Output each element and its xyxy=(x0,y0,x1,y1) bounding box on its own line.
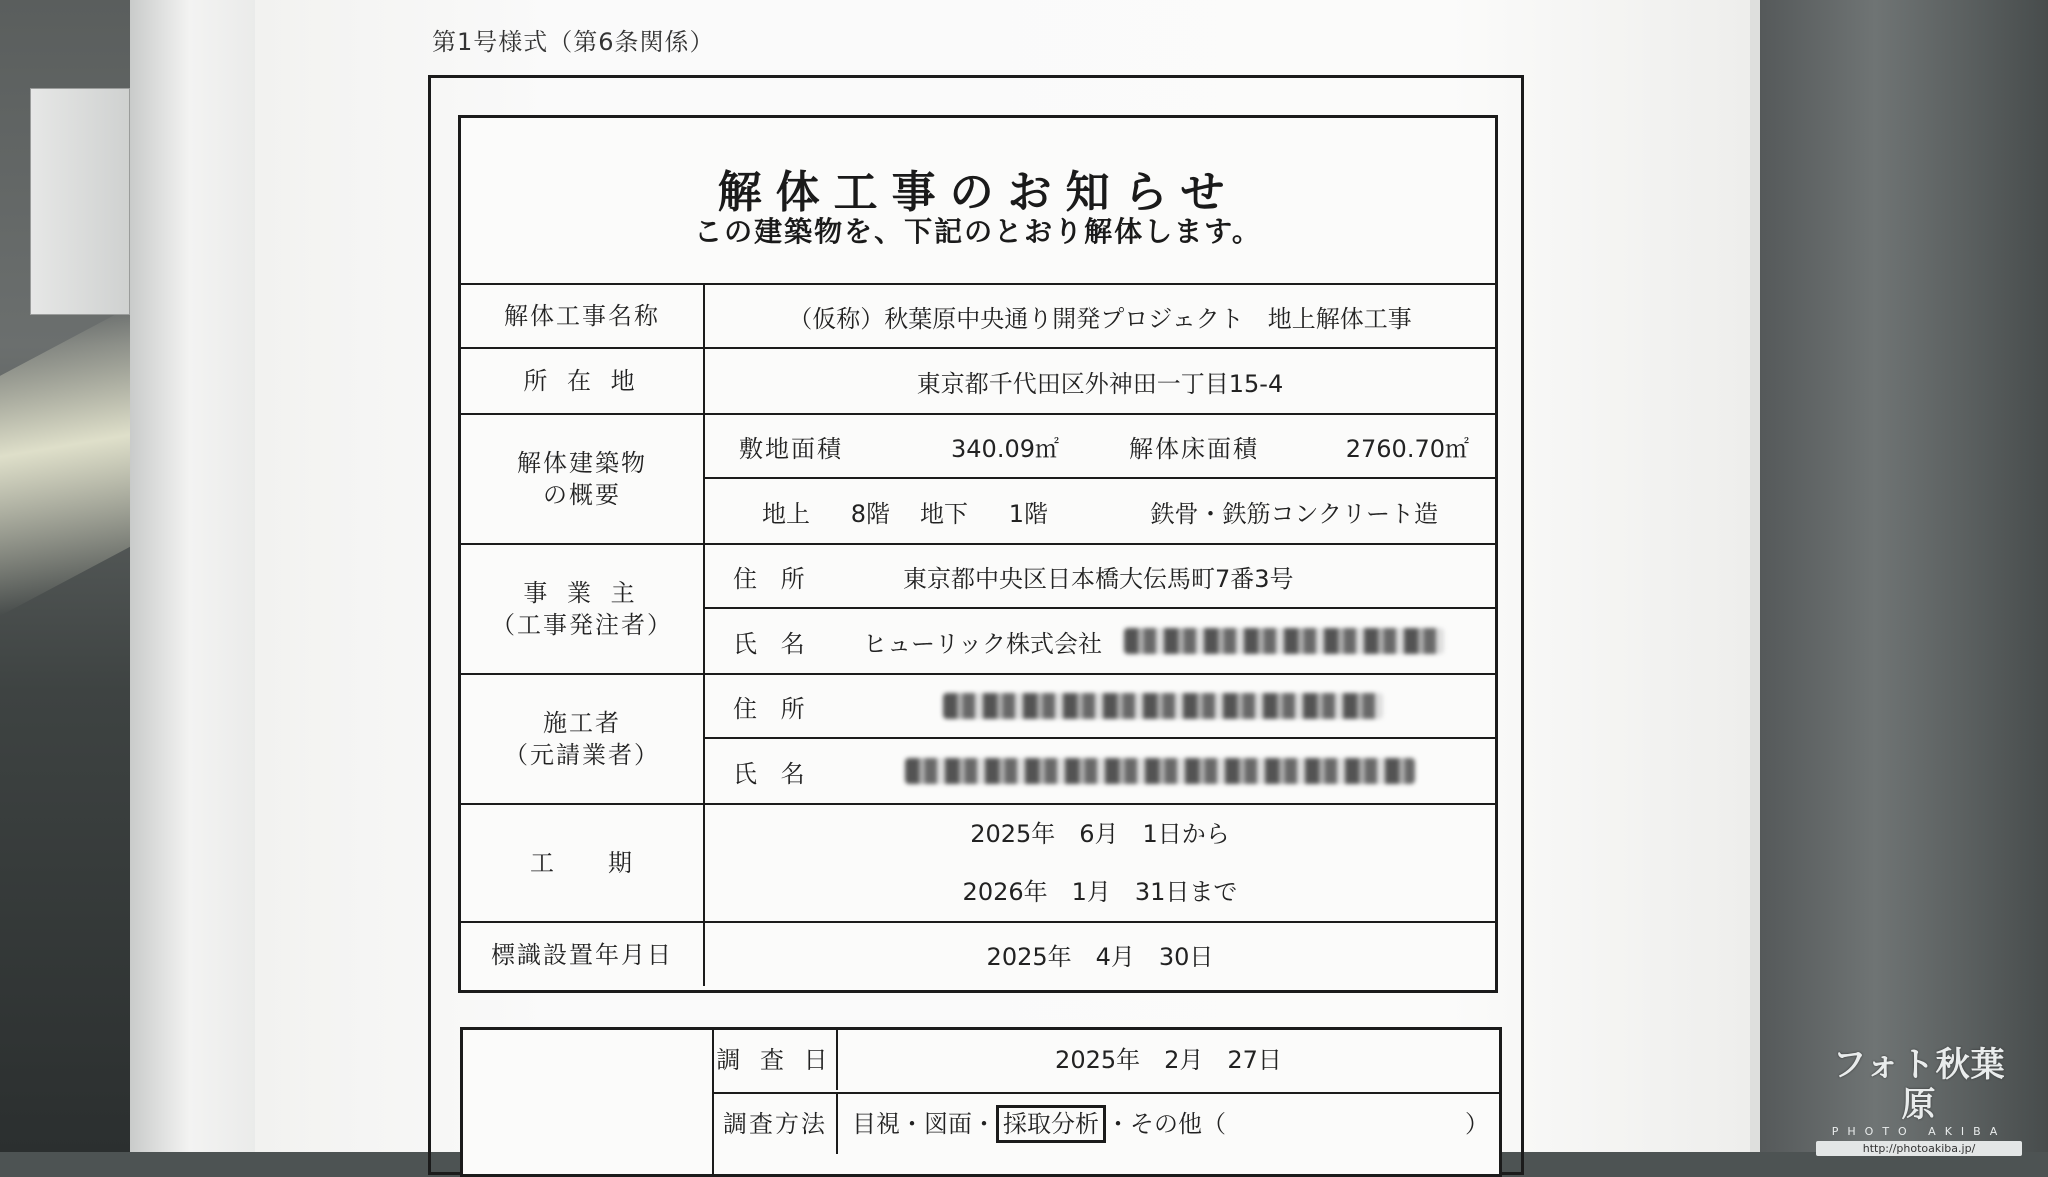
area-row xyxy=(705,429,1495,464)
contractor-label xyxy=(461,674,704,804)
structure-type: 鉄骨・鉄筋コンクリート造 xyxy=(1150,499,1438,528)
floor-area-label: 解体床面積 xyxy=(1129,434,1259,463)
period-start: 2025年 6月 1日から xyxy=(970,820,1230,848)
owner-name-key: 氏 名 xyxy=(733,629,813,658)
sign-date-label: 標識設置年月日 xyxy=(461,922,704,986)
floors-below-label: 地下 xyxy=(920,499,968,528)
table-row xyxy=(461,804,1495,922)
location-value: 東京都千代田区外神田一丁目15-4 xyxy=(704,348,1495,414)
notice-subtitle: この建築物を、下記のとおり解体します。 xyxy=(694,215,1262,248)
table-row xyxy=(461,674,1495,738)
contractor-label-line2: （元請業者） xyxy=(504,741,660,769)
owner-name: ヒューリック株式会社 xyxy=(863,629,1103,658)
notice-table xyxy=(461,283,1495,986)
table-row xyxy=(461,284,1495,348)
owner-name-cell xyxy=(704,608,1495,674)
contractor-name-row xyxy=(705,754,1495,789)
contractor-label-line1: 施工者 xyxy=(543,709,621,737)
period-end: 2026年 1月 31日まで xyxy=(962,878,1238,906)
floors-row xyxy=(705,494,1495,529)
table-row xyxy=(461,922,1495,986)
floors-above-value: 8階 xyxy=(850,499,890,528)
watermark-title: フォト秋葉原 xyxy=(1832,1045,2006,1125)
owner-label-line2: （工事発注者） xyxy=(491,611,673,639)
area-cell xyxy=(704,414,1495,478)
contractor-address-key: 住 所 xyxy=(733,694,813,723)
survey-method-close: ） xyxy=(1465,1110,1489,1138)
wall-bracket xyxy=(30,88,130,315)
summary-label-line2: の概要 xyxy=(543,481,621,509)
owner-address-row xyxy=(705,559,1495,594)
survey-method-a: 目視・図面・ xyxy=(852,1110,996,1138)
survey-method-value xyxy=(838,1094,1499,1154)
watermark-url: http://photoakiba.jp/ xyxy=(1816,1141,2022,1156)
survey-box xyxy=(460,1027,1502,1177)
table-row xyxy=(461,544,1495,608)
name-value: （仮称）秋葉原中央通り開発プロジェクト 地上解体工事 xyxy=(704,284,1495,348)
demolition-notice xyxy=(458,115,1498,993)
survey-date-value: 2025年 2月 27日 xyxy=(1055,1046,1282,1074)
contractor-address-row xyxy=(705,689,1495,724)
watermark-subtitle: PHOTO AKIBA xyxy=(1831,1125,2007,1138)
survey-method-label: 調査方法 xyxy=(714,1094,838,1154)
site-area-label: 敷地面積 xyxy=(739,434,843,463)
owner-label xyxy=(461,544,704,674)
contractor-name-cell xyxy=(704,738,1495,804)
summary-label xyxy=(461,414,704,544)
survey-method-selected: 採取分析 xyxy=(996,1105,1106,1143)
survey-method-b: ・その他（ xyxy=(1106,1110,1226,1138)
survey-date-label: 調 査 日 xyxy=(714,1030,838,1090)
notice-title: 解体工事のお知らせ xyxy=(717,167,1239,218)
owner-name-row xyxy=(705,624,1495,659)
table-row xyxy=(461,414,1495,478)
owner-address: 東京都中央区日本橋大伝馬町7番3号 xyxy=(903,564,1294,593)
redacted-contractor-address xyxy=(943,693,1383,719)
watermark-logo xyxy=(1816,1045,2022,1155)
owner-address-key: 住 所 xyxy=(733,564,813,593)
floors-cell xyxy=(704,478,1495,544)
owner-label-line1: 事 業 主 xyxy=(523,579,641,607)
redacted-representative xyxy=(1124,628,1444,654)
contractor-name-key: 氏 名 xyxy=(733,759,813,788)
summary-label-line1: 解体建築物 xyxy=(517,449,647,477)
floors-below-value: 1階 xyxy=(1008,499,1048,528)
name-label: 解体工事名称 xyxy=(461,284,704,348)
location-label: 所 在 地 xyxy=(461,348,704,414)
owner-address-cell xyxy=(704,544,1495,608)
floors-above-label: 地上 xyxy=(762,499,810,528)
survey-blank-cell xyxy=(463,1030,714,1174)
table-row xyxy=(461,348,1495,414)
period-cell xyxy=(704,804,1495,922)
background-right xyxy=(1760,0,2048,1152)
floor-area-value: 2760.70㎡ xyxy=(1345,434,1469,463)
period-label: 工 期 xyxy=(461,804,704,922)
sign-date-value: 2025年 4月 30日 xyxy=(704,922,1495,986)
form-number: 第1号様式（第6条関係） xyxy=(432,28,715,56)
contractor-address-cell xyxy=(704,674,1495,738)
site-area-value: 340.09㎡ xyxy=(951,434,1059,463)
redacted-contractor-name xyxy=(905,758,1415,784)
